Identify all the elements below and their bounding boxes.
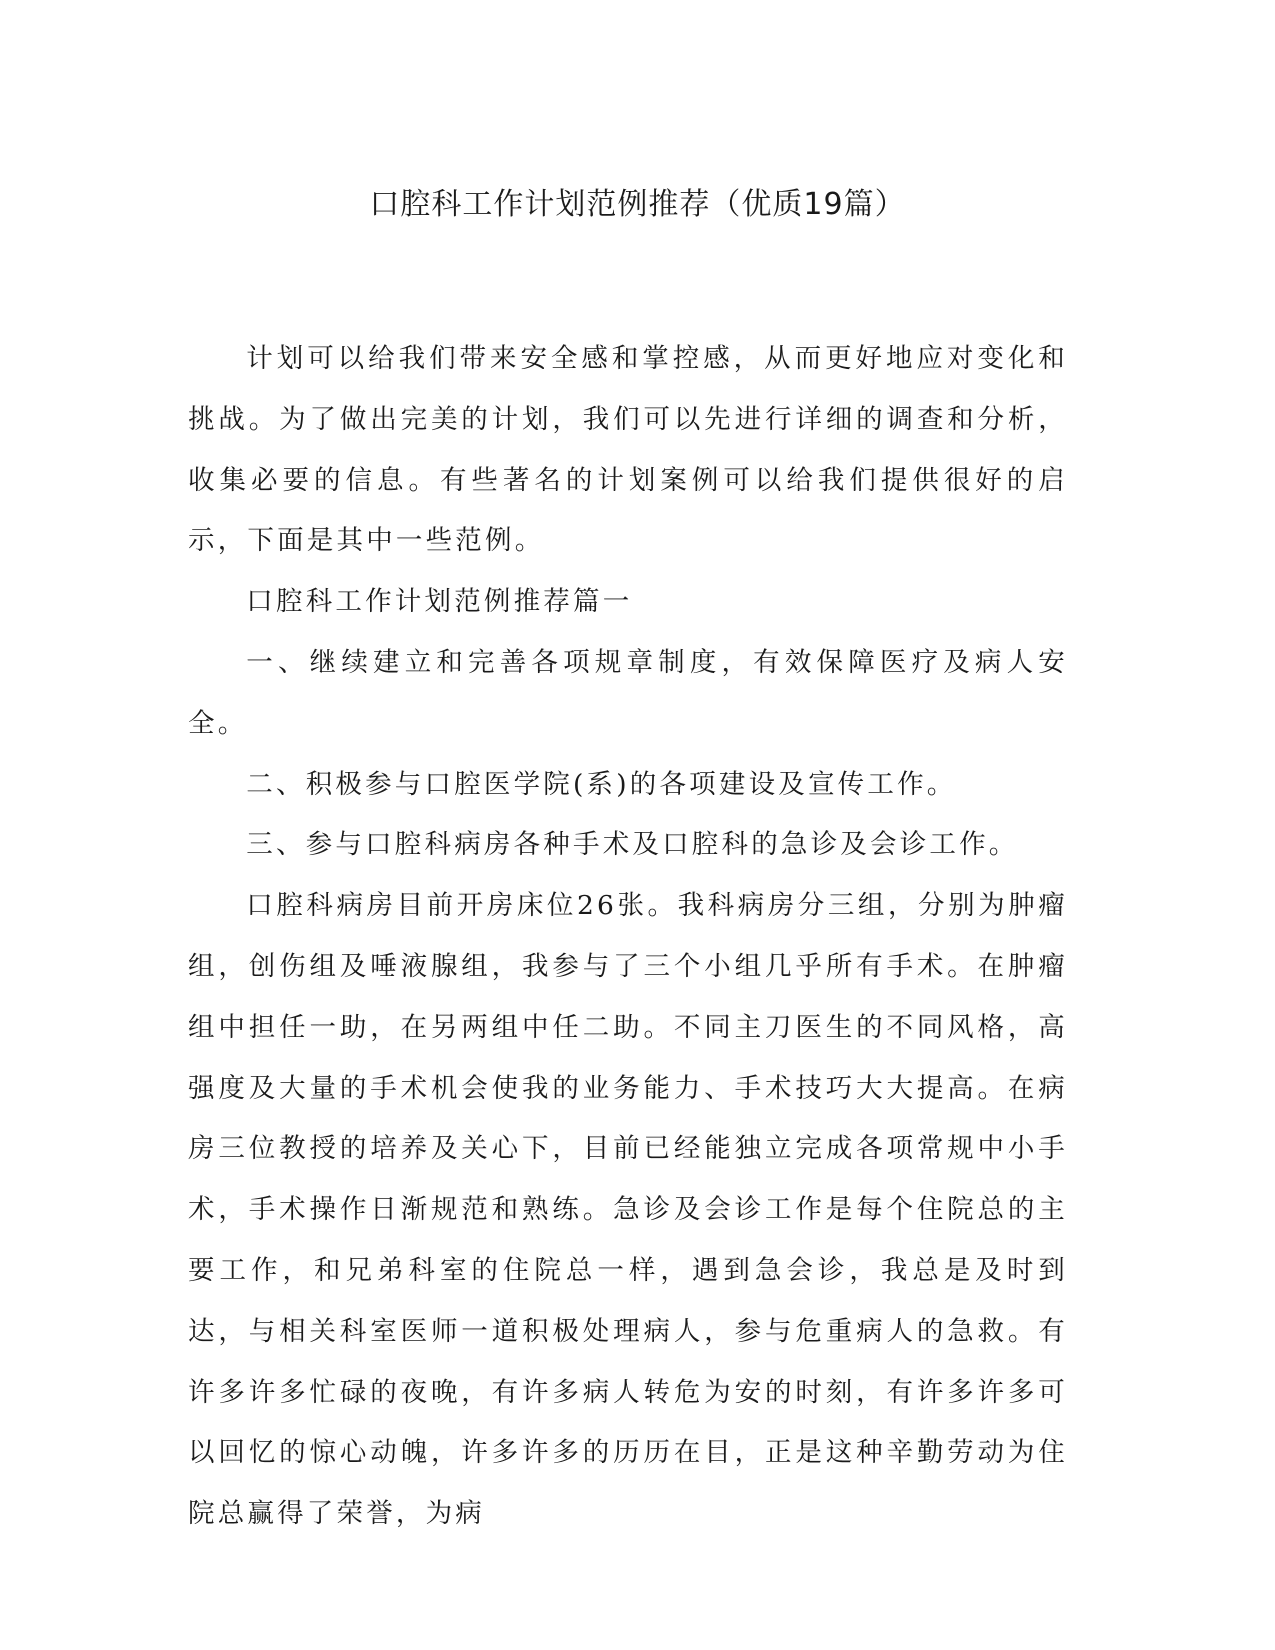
document-body — [188, 329, 1068, 1545]
intro-paragraph: 计划可以给我们带来安全感和掌控感，从而更好地应对变化和挑战。为了做出完美的计划，我们可以先进行详细的调查和分析，收集必要的信息。有些著名的计划案例可以给我们提供很好的启示，下面是其中一些范例。 — [188, 343, 1068, 557]
document-title: 口腔科工作计划范例推荐（优质19篇） — [369, 187, 906, 222]
body-paragraph: 口腔科病房目前开房床位26张。我科病房分三组，分别为肿瘤组，创伤组及唾液腺组，我参与了三个小组几乎所有手术。在肿瘤组中担任一助，在另两组中任二助。不同主刀医生的不同风格，高强度及大量的手术机会使我的业务能力、手术技巧大大提高。在病房三位教授的培养及关心下，目前已经能独立完成各项常规中小手术，手术操作日渐规范和熟练。急诊及会诊工作是每个住院总的主要工作，和兄弟科室的住院总一样，遇到急会诊，我总是及时到达，与相关科室医师一道积极处理病人，参与危重病人的急救。有许多许多忙碌的夜晚，有许多病人转危为安的时刻，有许多许多可以回忆的惊心动魄，许多许多的历历在目，正是这种辛勤劳动为住院总赢得了荣誉，为病 — [188, 890, 1068, 1530]
section-heading: 口腔科工作计划范例推荐篇一 — [246, 586, 633, 618]
list-item: 二、积极参与口腔医学院(系)的各项建设及宣传工作。 — [246, 768, 957, 800]
list-item: 三、参与口腔科病房各种手术及口腔科的急诊及会诊工作。 — [246, 829, 1019, 861]
list-item: 一、继续建立和完善各项规章制度，有效保障医疗及病人安全。 — [188, 646, 1068, 739]
